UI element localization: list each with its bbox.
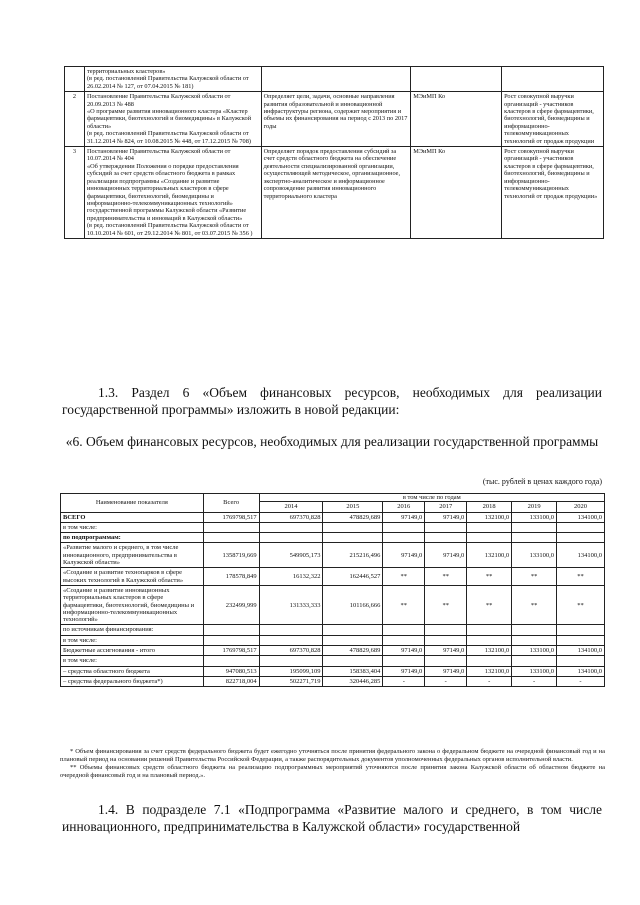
act-cell-c3: МЭиМП Ко [411, 92, 502, 147]
row-year-value: 132100,0 [467, 666, 512, 676]
row-label: по подпрограммам: [61, 533, 204, 543]
finance-row [61, 635, 605, 645]
act-cell-c4: Рост совокупной выручки организаций - участников кластеров в сфере фармацевтики, биотехнологий, биомедицины и информационно-телекоммуникационных технологий от продаж продукции» [502, 147, 604, 239]
row-year-value: 16132,322 [259, 568, 323, 586]
row-year-value: ** [383, 585, 425, 624]
act-cell-c2: Определяет порядок предоставления субсидий за счет средств областного бюджета на обеспечение деятельности специализированной организации, осуществляющей методическое, организационное, экспертно-аналитическое и информационное сопровождение развития инновационного территориального кластера [261, 147, 411, 239]
row-label: «Развитие малого и среднего, в том числе инновационного, предпринимательства в Калужской области» [61, 543, 204, 568]
row-label: в том числе: [61, 522, 204, 532]
row-total: 1769798,517 [203, 646, 259, 656]
row-year-value: 134100,0 [557, 666, 605, 676]
act-cell-c3: МЭиМП Ко [411, 147, 502, 239]
row-label: Бюджетные ассигнования - итого [61, 646, 204, 656]
row-year-value [557, 522, 605, 532]
row-label: в том числе: [61, 635, 204, 645]
finance-row [61, 625, 605, 635]
row-year-value: 97149,0 [425, 646, 467, 656]
header-year: 2019 [512, 502, 557, 512]
row-year-value [425, 635, 467, 645]
row-year-value: ** [467, 568, 512, 586]
row-year-value: 134100,0 [557, 646, 605, 656]
row-year-value [467, 625, 512, 635]
act-cell-c3 [411, 67, 502, 92]
header-by-years: в том числе по годам [259, 494, 604, 502]
row-label: – средства федерального бюджета*) [61, 676, 204, 686]
row-year-value: 97149,0 [383, 543, 425, 568]
row-year-value [259, 533, 323, 543]
row-year-value [467, 635, 512, 645]
finance-row [61, 512, 605, 522]
header-indicator-name: Наименование показателя [61, 494, 204, 513]
row-year-value [323, 625, 383, 635]
paragraph-1-3: 1.3. Раздел 6 «Объем финансовых ресурсов, необходимых для реализации государственной программы» изложить в новой редакции: [62, 385, 602, 417]
row-year-value: 478829,689 [323, 512, 383, 522]
finance-row [61, 533, 605, 543]
row-year-value [383, 625, 425, 635]
row-year-value: 132100,0 [467, 646, 512, 656]
row-year-value: 478829,689 [323, 646, 383, 656]
finance-row [61, 676, 605, 686]
row-year-value: - [467, 676, 512, 686]
row-total: 178578,849 [203, 568, 259, 586]
row-year-value: 195099,109 [259, 666, 323, 676]
row-year-value [425, 625, 467, 635]
row-year-value: 215216,496 [323, 543, 383, 568]
financial-table-body [61, 512, 605, 687]
header-year: 2020 [557, 502, 605, 512]
row-year-value [512, 533, 557, 543]
row-year-value: 132100,0 [467, 543, 512, 568]
row-year-value: - [512, 676, 557, 686]
row-year-value: ** [425, 585, 467, 624]
header-year: 2014 [259, 502, 323, 512]
row-year-value [557, 533, 605, 543]
finance-row [61, 522, 605, 532]
row-year-value [383, 635, 425, 645]
finance-row [61, 543, 605, 568]
row-total [203, 656, 259, 666]
row-year-value [425, 656, 467, 666]
row-year-value: 158383,404 [323, 666, 383, 676]
row-year-value [259, 656, 323, 666]
row-total: 1769798,517 [203, 512, 259, 522]
row-year-value: 132100,0 [467, 512, 512, 522]
act-cell-num: 3 [65, 147, 85, 239]
row-year-value: 502271,719 [259, 676, 323, 686]
row-year-value [557, 656, 605, 666]
row-year-value [512, 522, 557, 532]
row-year-value: ** [512, 585, 557, 624]
header-year: 2018 [467, 502, 512, 512]
row-year-value [425, 533, 467, 543]
row-year-value: 97149,0 [425, 512, 467, 522]
finance-row [61, 585, 605, 624]
act-cell-c4: Рост совокупной выручки организаций - участников кластеров в сфере фармацевтики, биотехнологий, биомедицины и информационно-телекоммуникационных технологий от продаж продукции [502, 92, 604, 147]
normative-acts-table [64, 66, 604, 239]
footnote-regional: ** Объемы финансовых средств областного бюджета на реализацию подпрограммных мероприятий уточняются после принятия закона Калужской области об областном бюджете на очередной финансовый год и на плановый период.». [60, 764, 605, 779]
paragraph-1-4: 1.4. В подразделе 7.1 «Подпрограмма «Развитие малого и среднего, в том числе инновационного, предпринимательства в Калужской области» государственной [62, 802, 602, 834]
row-label: – средства областного бюджета [61, 666, 204, 676]
row-year-value [259, 522, 323, 532]
row-year-value: 131333,333 [259, 585, 323, 624]
row-label: в том числе: [61, 656, 204, 666]
row-year-value: ** [383, 568, 425, 586]
row-year-value: ** [425, 568, 467, 586]
row-label: ВСЕГО [61, 512, 204, 522]
act-row [65, 67, 604, 92]
row-year-value [383, 656, 425, 666]
row-total [203, 522, 259, 532]
finance-row [61, 568, 605, 586]
row-year-value: 97149,0 [425, 543, 467, 568]
units-note: (тыс. рублей в ценах каждого года) [482, 477, 602, 486]
act-cell-c1: территориальных кластеров» (в ред. постановлений Правительства Калужской области от 26.02.2014 № 127, от 07.04.2015 № 181) [84, 67, 261, 92]
row-year-value: 133100,0 [512, 646, 557, 656]
row-total [203, 625, 259, 635]
row-year-value: ** [557, 585, 605, 624]
row-year-value: 133100,0 [512, 543, 557, 568]
row-year-value [467, 522, 512, 532]
row-year-value [323, 533, 383, 543]
row-year-value: ** [557, 568, 605, 586]
row-year-value: 97149,0 [383, 646, 425, 656]
row-year-value [557, 635, 605, 645]
row-year-value: 97149,0 [383, 666, 425, 676]
row-year-value [259, 635, 323, 645]
row-total: 232499,999 [203, 585, 259, 624]
row-year-value [323, 635, 383, 645]
row-year-value: - [557, 676, 605, 686]
row-year-value [383, 522, 425, 532]
financial-resources-table [60, 493, 605, 687]
row-year-value: ** [467, 585, 512, 624]
row-total: 947080,513 [203, 666, 259, 676]
row-year-value: 134100,0 [557, 543, 605, 568]
row-year-value: - [425, 676, 467, 686]
row-year-value [557, 625, 605, 635]
row-year-value: 162446,527 [323, 568, 383, 586]
act-cell-c4 [502, 67, 604, 92]
row-year-value [323, 656, 383, 666]
row-total: 1358719,669 [203, 543, 259, 568]
act-cell-c1: Постановление Правительства Калужской области от 10.07.2014 № 404 «Об утверждении Положения о порядке предоставления субсидий за счет средств областного бюджета в рамках реализации подпрограммы «Создание и развитие инновационных территориальных кластеров в сфере фармацевтики, биотехнологий, биомедицины и информационно-телекоммуникационных технологий» государственной программы Калужской области «Развитие предпринимательства и инноваций в Калужской области» (в ред. постановлений Правительства Калужской области от 10.10.2014 № 601, от 29.12.2014 № 801, от 03.07.2015 № 356 ) [84, 147, 261, 239]
row-year-value: 97149,0 [425, 666, 467, 676]
header-total: Всего [203, 494, 259, 513]
finance-row [61, 646, 605, 656]
footnote-federal: * Объем финансирования за счет средств федерального бюджета будет ежегодно уточняться после принятия федерального закона о федеральном бюджете на очередной финансовый год и на плановый период на основании решений Правительства Российской Федерации, а также распорядительных документов уполномоченных федеральных органов исполнительной власти. [60, 748, 605, 763]
act-row [65, 147, 604, 239]
row-total [203, 635, 259, 645]
row-total: 822718,004 [203, 676, 259, 686]
row-year-value: 697370,828 [259, 646, 323, 656]
row-year-value: 97149,0 [383, 512, 425, 522]
row-year-value [512, 635, 557, 645]
section-heading: «6. Объем финансовых ресурсов, необходимых для реализации государственной программы [65, 434, 599, 449]
row-label: «Создание и развитие инновационных территориальных кластеров в сфере фармацевтики, биотехнологий, биомедицины и информационно-телекоммуникационных технологий» [61, 585, 204, 624]
row-label: «Создание и развитие технопарков в сфере высоких технологий в Калужской области» [61, 568, 204, 586]
act-cell-c2 [261, 67, 411, 92]
header-year: 2016 [383, 502, 425, 512]
row-year-value [323, 522, 383, 532]
header-year: 2015 [323, 502, 383, 512]
row-year-value [467, 656, 512, 666]
row-year-value [425, 522, 467, 532]
act-cell-num: 2 [65, 92, 85, 147]
row-year-value [467, 533, 512, 543]
row-year-value: 133100,0 [512, 666, 557, 676]
row-label: по источникам финансирования: [61, 625, 204, 635]
footnotes [60, 748, 605, 780]
act-row [65, 92, 604, 147]
row-year-value [259, 625, 323, 635]
normative-acts-table-body [65, 67, 604, 239]
row-year-value: 320446,285 [323, 676, 383, 686]
row-year-value [512, 625, 557, 635]
row-year-value: 549905,173 [259, 543, 323, 568]
row-year-value: 697370,828 [259, 512, 323, 522]
finance-row [61, 666, 605, 676]
act-cell-c1: Постановление Правительства Калужской области от 20.09.2013 № 488 «О программе развития инновационного кластера «Кластер фармацевтики, биотехнологий и биомедицины» в Калужской области» (в ред. постановлений Правительства Калужской области от 31.12.2014 № 824, от 10.08.2015 № 448, от 17.12.2015 № 708) [84, 92, 261, 147]
row-year-value: 134100,0 [557, 512, 605, 522]
row-year-value: - [383, 676, 425, 686]
finance-row [61, 656, 605, 666]
row-year-value: 101166,666 [323, 585, 383, 624]
header-year: 2017 [425, 502, 467, 512]
act-cell-c2: Определяет цели, задачи, основные направления развития образовательной и инновационной инфраструктуры региона, содержит мероприятия и объемы их финансирования на период с 2013 по 2017 годы [261, 92, 411, 147]
row-year-value [512, 656, 557, 666]
row-year-value [383, 533, 425, 543]
row-year-value: 133100,0 [512, 512, 557, 522]
row-total [203, 533, 259, 543]
act-cell-num [65, 67, 85, 92]
row-year-value: ** [512, 568, 557, 586]
